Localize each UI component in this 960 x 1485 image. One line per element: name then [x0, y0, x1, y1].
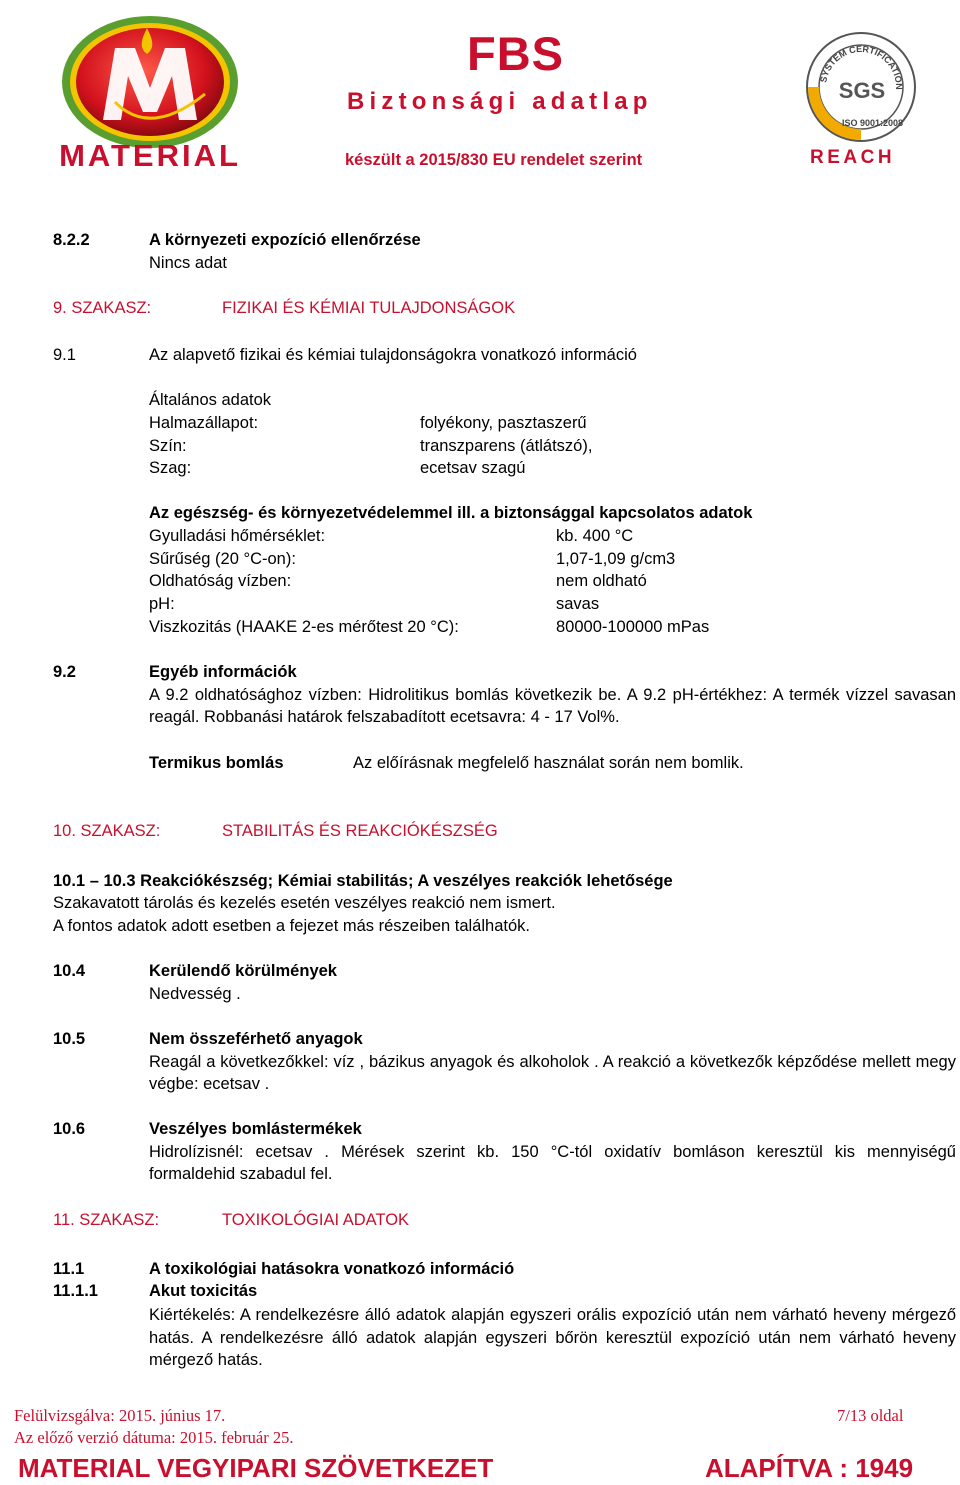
property-value: 1,07-1,09 g/cm3 — [556, 550, 676, 568]
property-label: Szín: — [149, 437, 187, 455]
certification-seal-icon — [804, 30, 919, 145]
page-number: 7/13 oldal — [837, 1406, 904, 1425]
section-10-number: 10. SZAKASZ: — [53, 822, 161, 840]
regulation-note: készült a 2015/830 EU rendelet szerint — [345, 151, 643, 169]
section-8-2-2-number: 8.2.2 — [53, 231, 90, 249]
section-9-2-number: 9.2 — [53, 663, 76, 681]
property-value: kb. 400 °C — [556, 527, 634, 545]
section-8-2-2-title: A környezeti expozíció ellenőrzése — [149, 231, 421, 249]
founded-year: ALAPÍTVA : 1949 — [705, 1453, 914, 1483]
general-data-heading: Általános adatok — [149, 391, 272, 409]
section-9-2-paragraph: A 9.2 oldhatósághoz vízben: Hidrolitikus bomlás következik be. A 9.2 pH-értékhez: A termék vízzel savasan reagál. Robbanási határok felszabadított ecetsavra: 4 - 17 Vol%. — [149, 686, 956, 726]
section-11-number: 11. SZAKASZ: — [53, 1211, 160, 1229]
section-11-title: TOXIKOLÓGIAI ADATOK — [222, 1211, 410, 1229]
section-10-4-title: Kerülendő körülmények — [149, 962, 337, 980]
section-10-5-number: 10.5 — [53, 1030, 86, 1048]
section-9-1-title: Az alapvető fizikai és kémiai tulajdonságokra vonatkozó információ — [149, 346, 637, 364]
section-9-1-number: 9.1 — [53, 346, 76, 364]
property-value: ecetsav szagú — [420, 459, 526, 477]
property-label: Szag: — [149, 459, 192, 477]
section-9-number: 9. SZAKASZ: — [53, 299, 152, 317]
material-logo — [55, 10, 245, 180]
property-label: Halmazállapot: — [149, 414, 259, 432]
section-10-title: STABILITÁS ÉS REAKCIÓKÉSZSÉG — [222, 822, 498, 840]
property-label: Viszkozitás (HAAKE 2-es mérőtest 20 °C): — [149, 618, 459, 636]
section-10-6-title: Veszélyes bomlástermékek — [149, 1120, 362, 1138]
document-type: Biztonsági adatlap — [347, 88, 653, 115]
section-11-1-1-title: Akut toxicitás — [149, 1282, 258, 1300]
section-8-2-2-text: Nincs adat — [149, 254, 227, 272]
section-11-1-number: 11.1 — [53, 1260, 85, 1278]
property-value: savas — [556, 595, 600, 613]
section-10-1-title: 10.1 – 10.3 Reakciókészség; Kémiai stabilitás; A veszélyes reakciók lehetősége — [53, 872, 673, 890]
sgs-certification-badge — [804, 30, 919, 145]
section-10-4-text: Nedvesség . — [149, 985, 241, 1003]
section-10-1-line: A fontos adatok adott esetben a fejezet más részeiben találhatók. — [53, 917, 530, 935]
thermal-decomposition-label: Termikus bomlás — [149, 754, 284, 772]
previous-version-date: Az előző verzió dátuma: 2015. február 25. — [14, 1428, 294, 1447]
property-label: Gyulladási hőmérséklet: — [149, 527, 326, 545]
company-name: MATERIAL VEGYIPARI SZÖVETKEZET — [18, 1453, 494, 1483]
svg-text:SYSTEM CERTIFICATION: SYSTEM CERTIFICATION — [818, 43, 905, 90]
thermal-decomposition-value: Az előírásnak megfelelő használat során nem bomlik. — [353, 754, 744, 772]
property-label: Oldhatóság vízben: — [149, 572, 292, 590]
property-value: nem oldható — [556, 572, 647, 590]
property-value: 80000-100000 mPas — [556, 618, 710, 636]
section-10-6-number: 10.6 — [53, 1120, 86, 1138]
section-10-4-number: 10.4 — [53, 962, 86, 980]
section-10-5-title: Nem összeférhető anyagok — [149, 1030, 363, 1048]
svg-text:SGS: SGS — [838, 78, 886, 103]
section-10-6-text: Hidrolízisnél: ecetsav . Mérések szerint kb. 150 °C-tól oxidatív bomláson keresztül kis mennyiségű formaldehid szabadul fel. — [149, 1143, 956, 1183]
property-value: folyékony, pasztaszerű — [420, 414, 587, 432]
section-11-1-title: A toxikológiai hatásokra vonatkozó információ — [149, 1260, 515, 1278]
document-code: FBS — [467, 27, 564, 80]
revision-date: Felülvizsgálva: 2015. június 17. — [14, 1406, 226, 1425]
section-9-title: FIZIKAI ÉS KÉMIAI TULAJDONSÁGOK — [222, 299, 516, 317]
section-9-2-title: Egyéb információk — [149, 663, 297, 681]
property-value: transzparens (átlátszó), — [420, 437, 593, 455]
svg-text:ISO 9001:2008: ISO 9001:2008 — [842, 118, 904, 128]
section-11-1-1-text: Kiértékelés: A rendelkezésre álló adatok alapján egyszeri orális expozíció után nem várható heveny mérgező hatás. A rendelkezésre álló adatok alapján egyszeri bőrön keresztül expozíció után nem várható heveny mérgező hatás. — [149, 1306, 956, 1369]
property-label: Sűrűség (20 °C-on): — [149, 550, 296, 568]
brand-wordmark: MATERIAL — [59, 138, 241, 173]
property-label: pH: — [149, 595, 175, 613]
safety-data-heading: Az egészség- és környezetvédelemmel ill. a biztonsággal kapcsolatos adatok — [149, 504, 753, 522]
section-10-1-line: Szakavatott tárolás és kezelés esetén veszélyes reakció nem ismert. — [53, 894, 556, 912]
reach-label: REACH — [810, 147, 896, 168]
section-11-1-1-number: 11.1.1 — [53, 1282, 98, 1300]
section-10-5-text: Reagál a következőkkel: víz , bázikus anyagok és alkoholok . A reakció a következők képződése mellett megy végbe: ecetsav . — [149, 1053, 956, 1093]
